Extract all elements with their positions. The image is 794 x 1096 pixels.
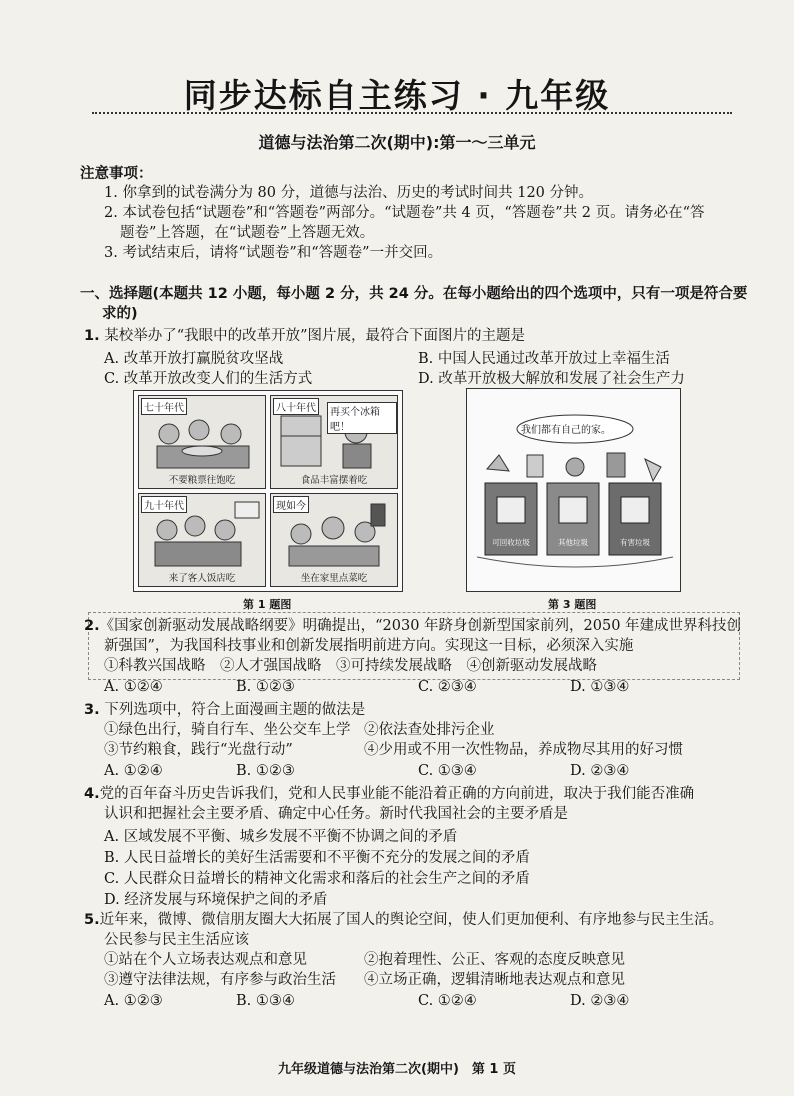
q5-statement-4: ④立场正确，逻辑清晰地表达观点和意见 bbox=[364, 972, 625, 988]
q3-statement-3: ③节约粮食，践行“光盘行动” bbox=[104, 742, 293, 758]
q3-option-b: B. ①②③ bbox=[236, 763, 295, 779]
figure-1-comic bbox=[133, 390, 403, 592]
notice-item-3: 3. 考试结束后，请将“试题卷”和“答题卷”一并交回。 bbox=[104, 245, 443, 261]
panel-caption: 坐在家里点菜吃 bbox=[300, 573, 368, 584]
q2-option-c: C. ②③④ bbox=[418, 679, 477, 695]
question-number: 4. bbox=[84, 786, 100, 802]
q5-option-d: D. ②③④ bbox=[570, 993, 630, 1009]
q1-option-b: B. 中国人民通过改革开放过上幸福生活 bbox=[418, 351, 670, 367]
question-3-stem bbox=[84, 701, 365, 719]
question-4-stem bbox=[84, 785, 694, 803]
comic-panel-80s bbox=[270, 395, 398, 489]
q2-statements: ①科教兴国战略 ②人才强国战略 ③可持续发展战略 ④创新驱动发展战略 bbox=[104, 658, 597, 674]
question-text: 党的百年奋斗历史告诉我们，党和人民事业能不能沿着正确的方向前进，取决于我们能否准确 bbox=[99, 786, 695, 802]
page-subtitle: 道德与法治第二次(期中):第一～三单元 bbox=[258, 133, 536, 152]
panel-caption: 食品丰富摆着吃 bbox=[300, 475, 368, 486]
panel-tag: 九十年代 bbox=[141, 496, 187, 513]
q2-option-a: A. ①②④ bbox=[104, 679, 163, 695]
question-text: 近年来，微博、微信朋友圈大大拓展了国人的舆论空间，使人们更加便利、有序地参与民主生活。 bbox=[99, 912, 724, 928]
q5-option-a: A. ①②③ bbox=[104, 993, 163, 1009]
bin-label-hazardous: 有害垃圾 bbox=[620, 538, 650, 547]
q4-option-c: C. 人民群众日益增长的精神文化需求和落后的社会生产之间的矛盾 bbox=[104, 871, 530, 887]
q3-statement-4: ④少用或不用一次性物品，养成物尽其用的好习惯 bbox=[364, 742, 683, 758]
figure-3-caption: 第 3 题图 bbox=[548, 598, 597, 611]
question-number: 3. bbox=[84, 702, 100, 718]
question-text: 《国家创新驱动发展战略纲要》明确提出，“2030 年跻身创新型国家前列，2050 年建成世界科技创 bbox=[99, 618, 742, 634]
panel-caption: 不要粮票往饱吃 bbox=[168, 475, 236, 486]
q3-option-c: C. ①③④ bbox=[418, 763, 477, 779]
bin-label-other: 其他垃圾 bbox=[558, 538, 588, 547]
notice-item-2-cont: 题卷”上答题，在“试题卷”上答题无效。 bbox=[120, 225, 375, 241]
page-footer: 九年级道德与法治第二次(期中) 第 1 页 bbox=[278, 1062, 516, 1077]
q5-statement-3: ③遵守法律法规，有序参与政治生活 bbox=[104, 972, 336, 988]
q3-option-a: A. ①②④ bbox=[104, 763, 163, 779]
comic-panel-90s bbox=[138, 493, 266, 587]
bin-label-recyclable: 可回收垃圾 bbox=[492, 538, 530, 547]
q4-option-b: B. 人民日益增长的美好生活需要和不平衡不充分的发展之间的矛盾 bbox=[104, 850, 530, 866]
notice-heading: 注意事项： bbox=[80, 166, 153, 182]
comic-panel-today bbox=[270, 493, 398, 587]
question-number: 5. bbox=[84, 912, 100, 928]
panel-tag: 七十年代 bbox=[141, 398, 187, 415]
question-4-stem-cont: 认识和把握社会主要矛盾、确定中心任务。新时代我国社会的主要矛盾是 bbox=[104, 806, 568, 822]
question-5-stem bbox=[84, 911, 723, 929]
title-divider bbox=[92, 112, 732, 114]
comic-panel-70s bbox=[138, 395, 266, 489]
panel-tag: 现如今 bbox=[273, 496, 309, 513]
question-text: 下列选项中，符合上面漫画主题的做法是 bbox=[104, 702, 366, 718]
question-number: 2. bbox=[84, 618, 100, 634]
q5-option-c: C. ①②④ bbox=[418, 993, 477, 1009]
q3-option-d: D. ②③④ bbox=[570, 763, 630, 779]
q3-statement-2: ②依法查处排污企业 bbox=[364, 722, 495, 738]
q1-option-a: A. 改革开放打赢脱贫攻坚战 bbox=[104, 351, 284, 367]
question-2-stem-cont: 新强国”，为我国科技事业和创新发展指明前进方向。实现这一目标，必须深入实施 bbox=[104, 638, 634, 654]
q5-statement-1: ①站在个人立场表达观点和意见 bbox=[104, 952, 307, 968]
q1-option-d: D. 改革开放极大解放和发展了社会生产力 bbox=[418, 371, 685, 387]
q5-statement-2: ②抱着理性、公正、客观的态度反映意见 bbox=[364, 952, 625, 968]
figure-3-comic bbox=[466, 388, 681, 592]
speech-bubble: 再买个冰箱吧！ bbox=[327, 402, 397, 434]
speech-bubble: 我们都有自己的家。 bbox=[521, 425, 611, 436]
q1-option-c: C. 改革开放改变人们的生活方式 bbox=[104, 371, 313, 387]
page-title: 同步达标自主练习 · 九年级 bbox=[183, 76, 611, 115]
question-1-stem bbox=[84, 327, 525, 345]
question-2-stem bbox=[84, 617, 741, 635]
question-5-stem-cont: 公民参与民主生活应该 bbox=[104, 932, 249, 948]
q2-option-d: D. ①③④ bbox=[570, 679, 630, 695]
q5-option-b: B. ①③④ bbox=[236, 993, 295, 1009]
q4-option-d: D. 经济发展与环境保护之间的矛盾 bbox=[104, 892, 328, 908]
q3-statement-1: ①绿色出行，骑自行车、坐公交车上学 bbox=[104, 722, 351, 738]
q2-option-b: B. ①②③ bbox=[236, 679, 295, 695]
question-text: 某校举办了“我眼中的改革开放”图片展，最符合下面图片的主题是 bbox=[104, 328, 526, 344]
question-number: 1. bbox=[84, 328, 100, 344]
q4-option-a: A. 区域发展不平衡、城乡发展不平衡不协调之间的矛盾 bbox=[104, 829, 458, 845]
section-heading: 一、选择题(本题共 12 小题，每小题 2 分，共 24 分。在每小题给出的四个选项中，只有一项是符合要 bbox=[80, 286, 748, 302]
notice-item-1: 1. 你拿到的试卷满分为 80 分，道德与法治、历史的考试时间共 120 分钟。 bbox=[104, 185, 594, 201]
notice-item-2: 2. 本试卷包括“试题卷”和“答题卷”两部分。“试题卷”共 4 页，“答题卷”共 2 页。请务必在“答 bbox=[104, 205, 705, 221]
panel-caption: 来了客人饭店吃 bbox=[168, 573, 236, 584]
figure-1-caption: 第 1 题图 bbox=[243, 598, 292, 611]
garbage-sorting-illustration bbox=[467, 389, 680, 591]
section-heading-cont: 求的) bbox=[102, 306, 138, 322]
panel-tag: 八十年代 bbox=[273, 398, 319, 415]
